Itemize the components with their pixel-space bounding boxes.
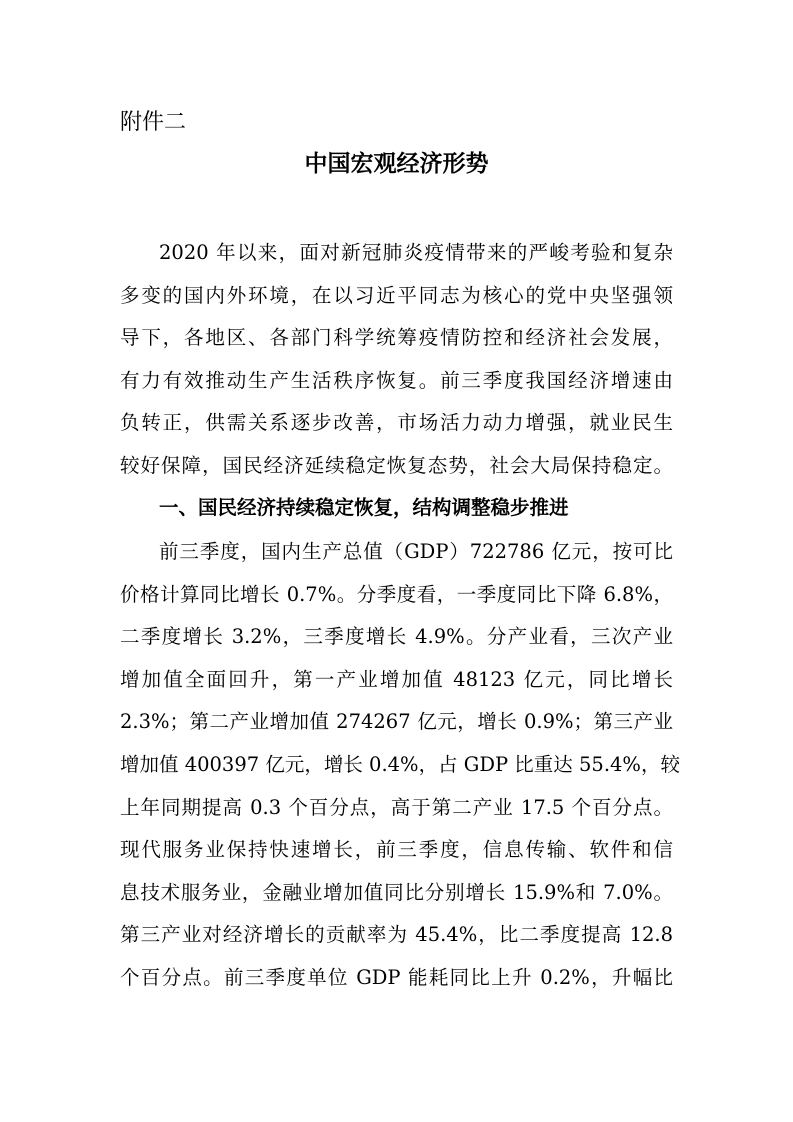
body-line: 前三季度，国内生产总值（GDP）722786 亿元，按可比 — [159, 540, 673, 563]
intro-line: 较好保障，国民经济延续稳定恢复态势，社会大局保持稳定。 — [120, 453, 673, 477]
intro-line: 导下，各地区、各部门科学统筹疫情防控和经济社会发展， — [120, 326, 673, 350]
body-line: 第三产业对经济增长的贡献率为 45.4%，比二季度提高 12.8 — [120, 923, 673, 947]
body-line: 息技术服务业，金融业增加值同比分别增长 15.9%和 7.0%。 — [120, 880, 673, 904]
body-line: 增加值 400397 亿元，增长 0.4%，占 GDP 比重达 55.4%，较 — [120, 752, 680, 776]
section-heading: 一、国民经济持续稳定恢复，结构调整稳步推进 — [159, 496, 569, 519]
document-title: 中国宏观经济形势 — [304, 151, 489, 177]
body-line: 二季度增长 3.2%，三季度增长 4.9%。分产业看，三次产业 — [120, 625, 673, 649]
body-line: 上年同期提高 0.3 个百分点，高于第二产业 17.5 个百分点。 — [120, 795, 673, 819]
body-line: 现代服务业保持快速增长，前三季度，信息传输、软件和信 — [120, 838, 673, 862]
intro-line: 有力有效推动生产生活秩序恢复。前三季度我国经济增速由 — [120, 368, 673, 392]
attachment-label: 附件二 — [120, 110, 187, 135]
body-line: 价格计算同比增长 0.7%。分季度看，一季度同比下降 6.8%， — [120, 582, 673, 606]
intro-paragraph — [120, 232, 673, 488]
body-line: 2.3%；第二产业增加值 274267 亿元，增长 0.9%；第三产业 — [120, 710, 673, 734]
section-1-paragraph — [120, 531, 680, 1000]
body-line: 个百分点。前三季度单位 GDP 能耗同比上升 0.2%，升幅比 — [120, 965, 673, 989]
intro-line: 2020 年以来，面对新冠肺炎疫情带来的严峻考验和复杂 — [159, 241, 673, 264]
intro-line: 多变的国内外环境，在以习近平同志为核心的党中央坚强领 — [120, 283, 673, 307]
body-line: 增加值全面回升，第一产业增加值 48123 亿元，同比增长 — [120, 667, 673, 691]
intro-line: 负转正，供需关系逐步改善，市场活力动力增强，就业民生 — [120, 411, 673, 435]
